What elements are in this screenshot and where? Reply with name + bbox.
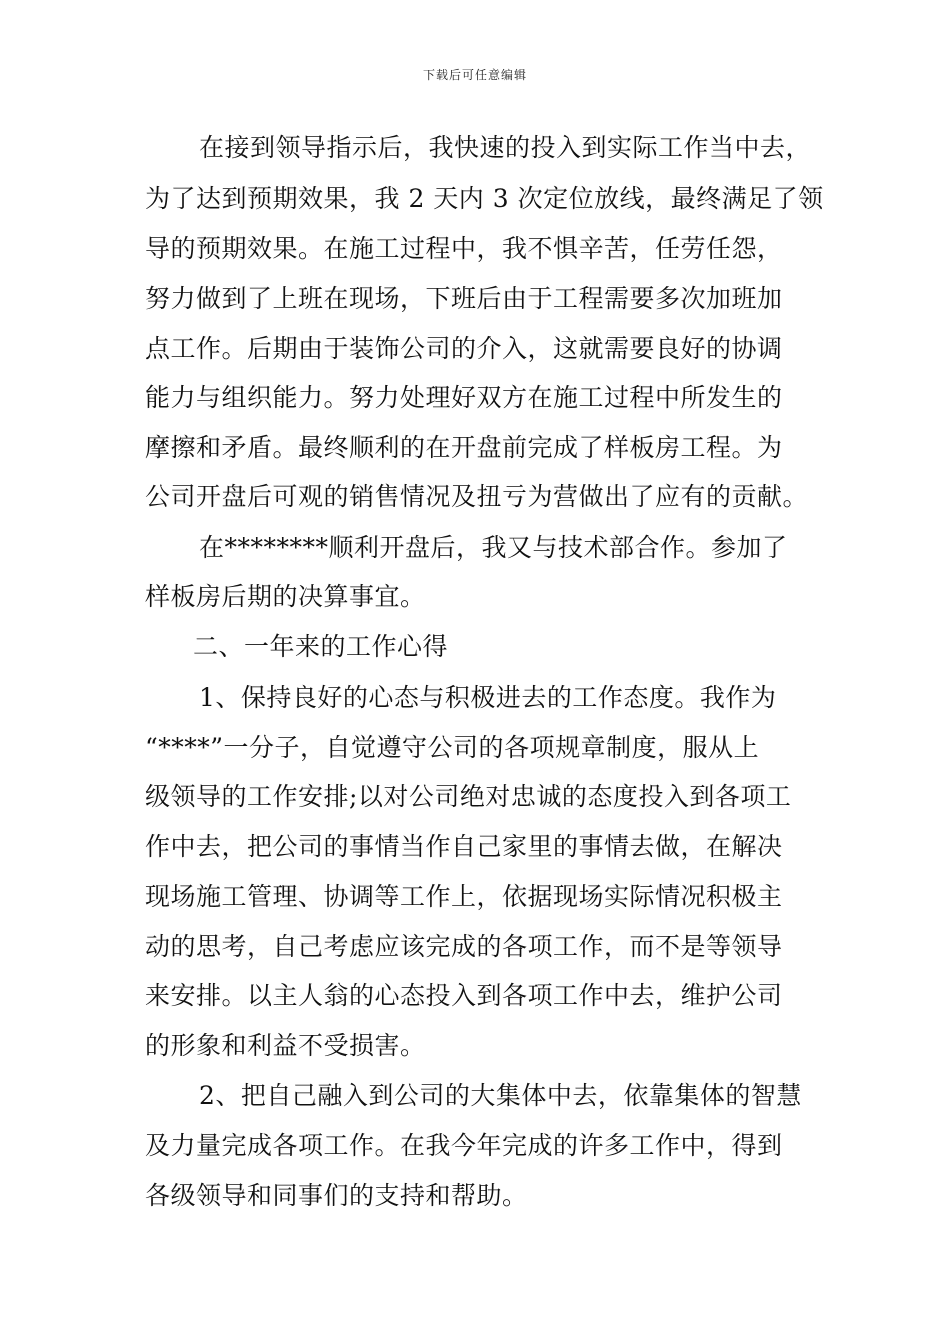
section-heading: 二、一年来的工作心得 xyxy=(193,632,449,661)
paragraph-line: 来安排。以主人翁的心态投入到各项工作中去，维护公司 xyxy=(145,981,783,1010)
paragraph-line: 在********顺利开盘后，我又与技术部合作。参加了 xyxy=(199,533,788,562)
paragraph-line: 动的思考，自己考虑应该完成的各项工作，而不是等领导 xyxy=(145,932,783,961)
page-header: 下载后可任意编辑 xyxy=(422,68,527,82)
paragraph-line: 2、把自己融入到公司的大集体中去，依靠集体的智慧 xyxy=(199,1081,802,1110)
paragraph-line: 现场施工管理、协调等工作上，依据现场实际情况积极主 xyxy=(145,882,783,911)
paragraph-line: 公司开盘后可观的销售情况及扭亏为营做出了应有的贡献。 xyxy=(145,482,809,511)
paragraph-line: “****”一分子，自觉遵守公司的各项规章制度，服从上 xyxy=(145,733,760,762)
paragraph-line: 为了达到预期效果，我 2 天内 3 次定位放线，最终满足了领 xyxy=(145,184,824,213)
paragraph-line: 各级领导和同事们的支持和帮助。 xyxy=(145,1181,528,1210)
paragraph-line: 的形象和利益不受损害。 xyxy=(145,1031,426,1060)
paragraph-line: 能力与组织能力。努力处理好双方在施工过程中所发生的 xyxy=(145,383,783,412)
paragraph-line: 摩擦和矛盾。最终顺利的在开盘前完成了样板房工程。为 xyxy=(145,433,783,462)
paragraph-line: 导的预期效果。在施工过程中，我不惧辛苦，任劳任怨， xyxy=(145,234,783,263)
paragraph-line: 级领导的工作安排;以对公司绝对忠诚的态度投入到各项工 xyxy=(145,782,792,811)
paragraph-line: 作中去，把公司的事情当作自己家里的事情去做，在解决 xyxy=(145,832,783,861)
paragraph-line: 1、保持良好的心态与积极进去的工作态度。我作为 xyxy=(199,683,777,712)
paragraph-line: 在接到领导指示后，我快速的投入到实际工作当中去， xyxy=(199,133,812,162)
paragraph-line: 努力做到了上班在现场，下班后由于工程需要多次加班加 xyxy=(145,284,783,313)
paragraph-line: 点工作。后期由于装饰公司的介入，这就需要良好的协调 xyxy=(145,334,783,363)
paragraph-line: 样板房后期的决算事宜。 xyxy=(145,582,426,611)
paragraph-line: 及力量完成各项工作。在我今年完成的许多工作中，得到 xyxy=(145,1131,783,1160)
